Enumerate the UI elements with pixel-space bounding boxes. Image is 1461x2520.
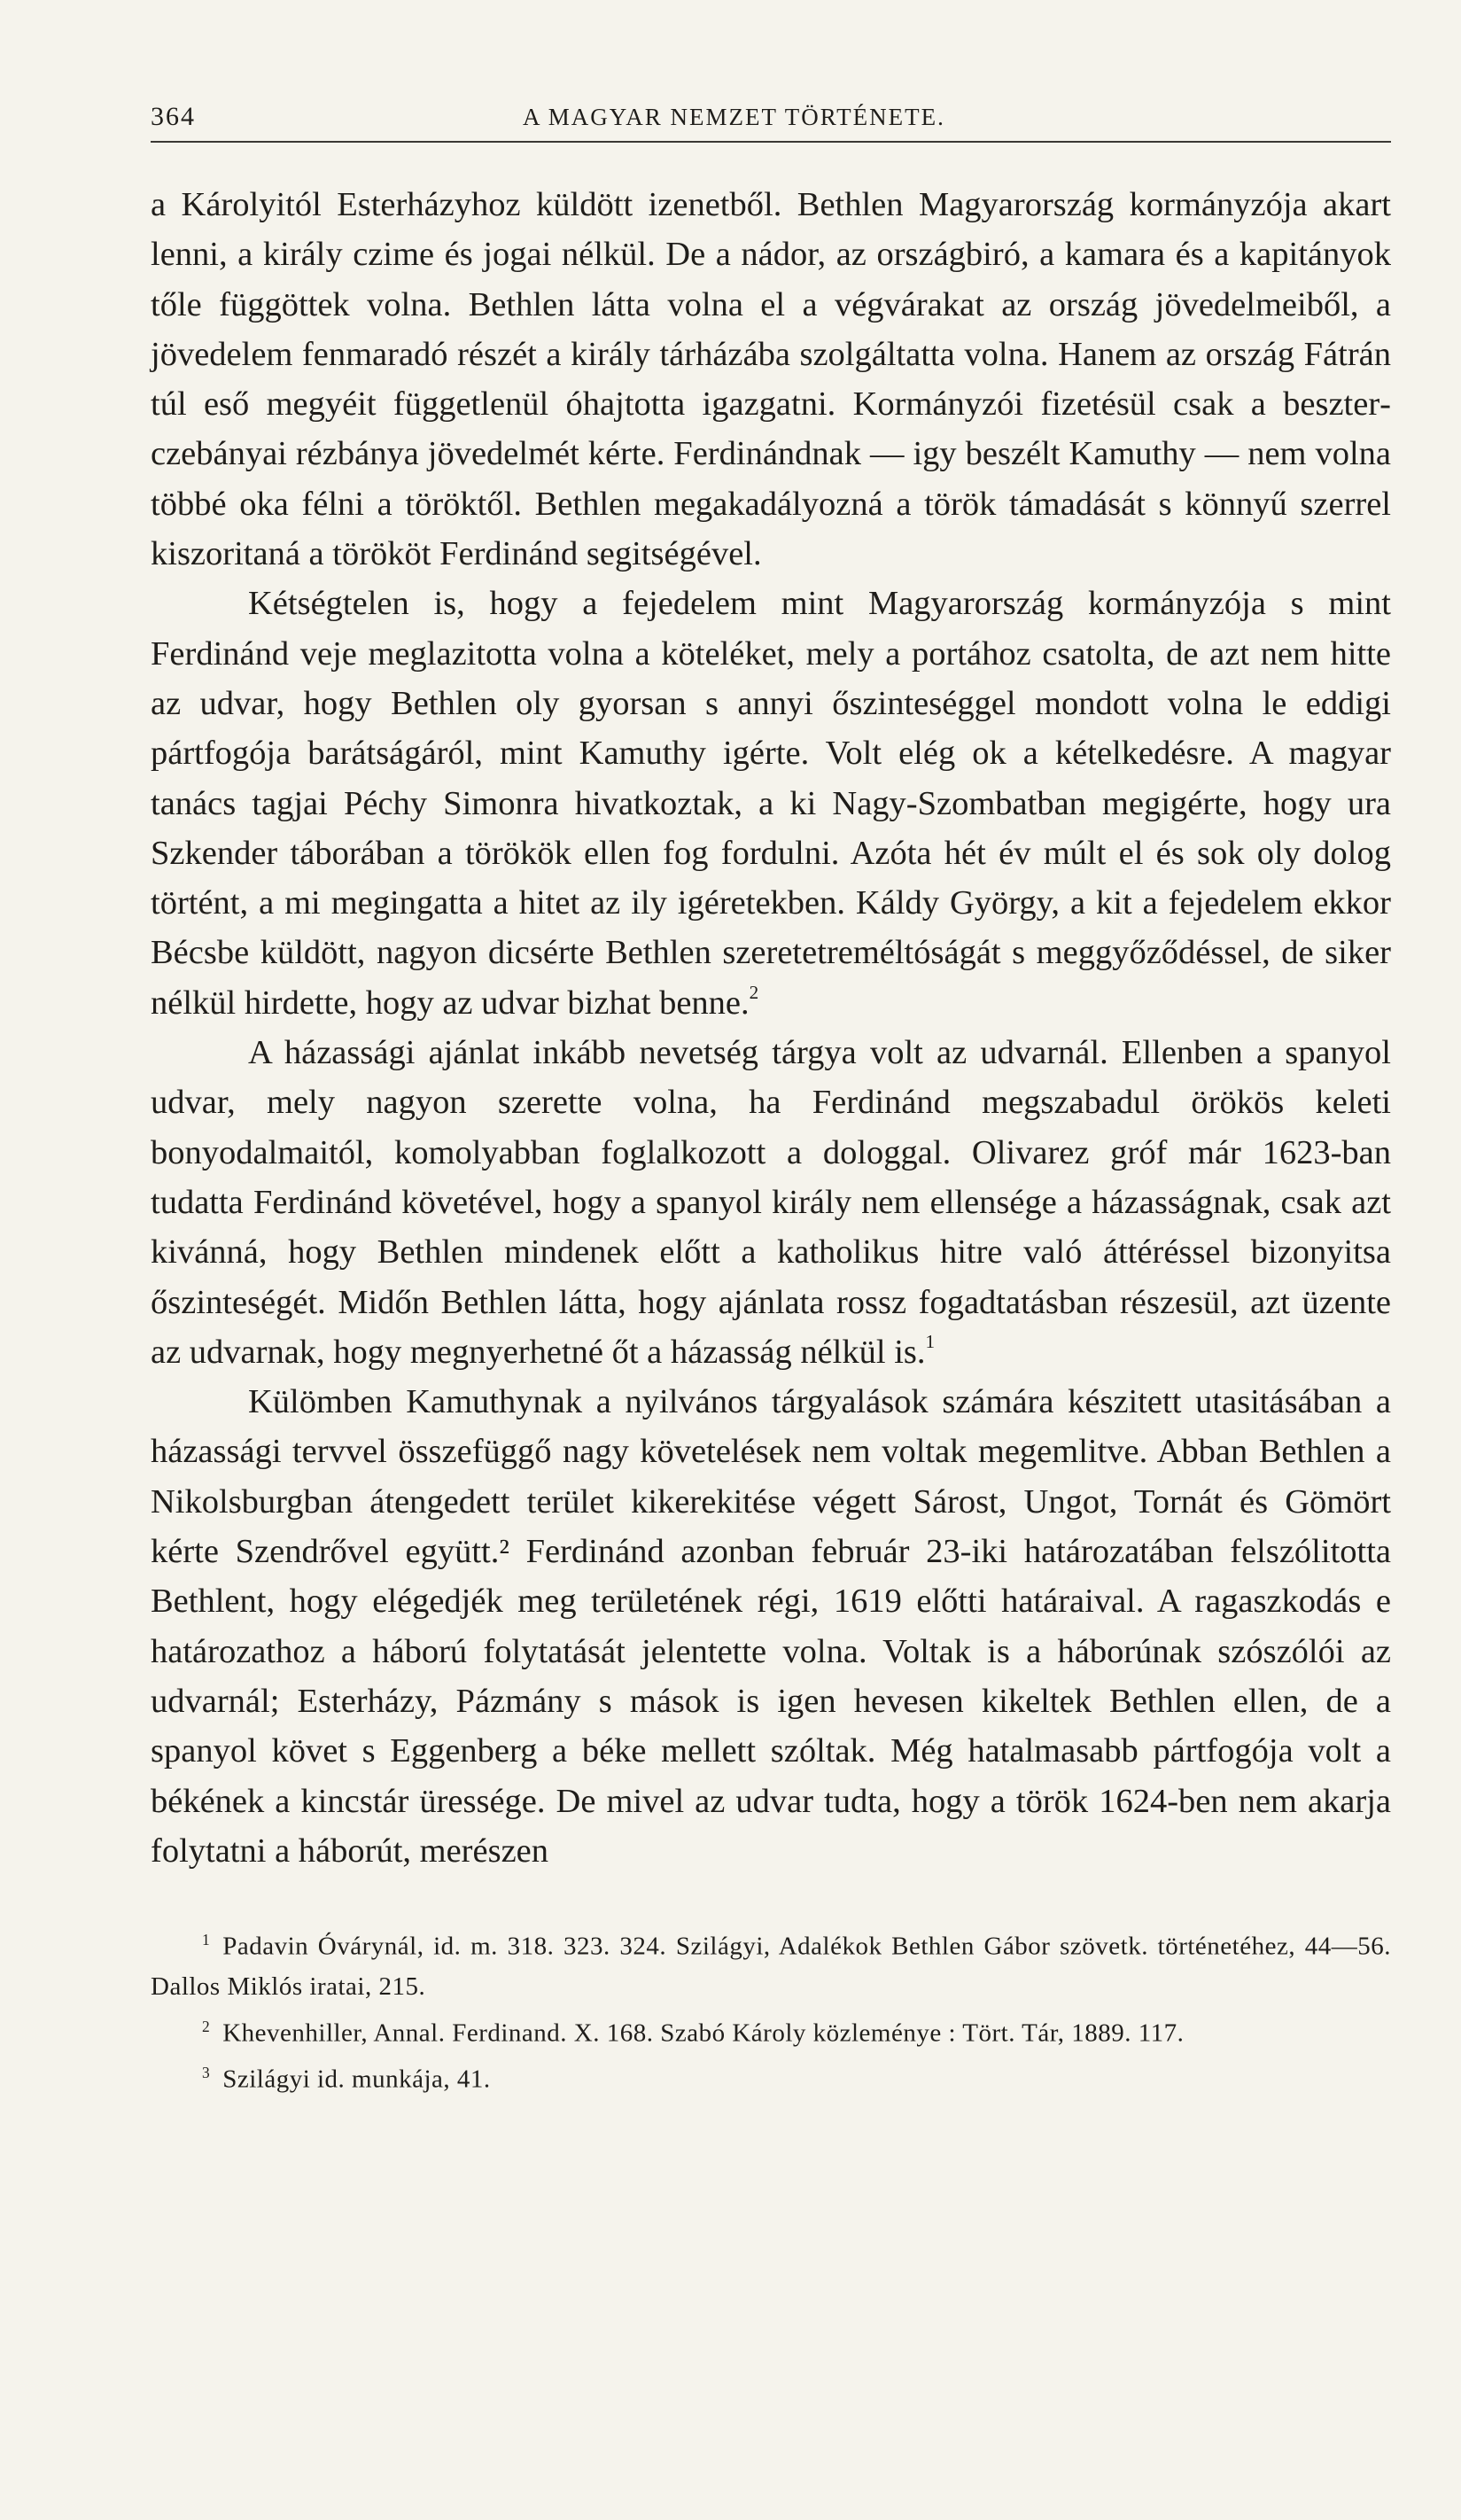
footnote: $^2$ Khevenhiller, Annal. Ferdinand. X. 168. Szabó Károly közleménye : Tört. Tár, 1889. 117. [202,2017,1185,2047]
paragraph: Kétségtelen is, hogy a fejedelem mint Magyarország kormányzója s mint Ferdinánd veje meglazitotta volna a köteléket, mely a portához csatolta, de azt nem hitte az udvar, hogy Bethlen oly gyorsan s annyi őszinteséggel mondott volna le eddigi pártfogója barátságáról, mint Kamuthy igérte. Volt elég ok a kételkedésre. A magyar tanács tagjai Péchy Simonra hivatkoztak, a ki Nagy-Szombatban megigérte, hogy ura Szkender táborában a törökök ellen fog fordulni. Azóta hét év múlt el és sok oly dolog történt, a mi megingatta a hitet az ily igéretekben. Káldy György, a kit a fejedelem ekkor Bécsbe küldött, nagyon dicsérte Bethlen szeretetreméltóságát s meggyőződéssel, de siker nélkül hirdette, hogy az udvar bizhat benne.$^2$ [151,585,1391,1022]
footnote-mark: 3 [202,2063,211,2081]
page-number: 364 [151,102,196,131]
body-text [151,180,1391,1876]
footnote-ref: 1 [925,1330,936,1352]
footnote-ref: 2 [749,981,759,1003]
page-header [151,102,1391,143]
footnotes [151,1920,1391,2099]
paragraph: a Károlyitól Esterházyhoz küldött izenetből. Bethlen Magyarország kormányzója akart lenni, a király czime és jogai nélkül. De a nádor, az országbiró, a kamara és a kapitányok tőle függöttek volna. Bethlen látta volna el a végvárakat az ország jövedelmeiből, a jövedelem fenmaradó részét a király tárházába szolgáltatta volna. Hanem az ország Fátrán túl eső megyéit függetlenül óhajtotta igazgatni. Kormányzói fizetésül csak a beszterczebányai rézbánya jövedelmét kérte. Ferdinándnak — igy beszélt Kamuthy — nem volna többé oka félni a töröktől. Bethlen megakadályozná a török támadását s könnyű szerrel kiszoritaná a törököt Ferdinánd segitségével. [151,186,1391,573]
footnote-mark: 1 [202,1931,211,1949]
paragraph: Külömben Kamuthynak a nyilvános tárgyalások számára készitett utasitásában a házassági tervvel összefüggő nagy követelések nem voltak megemlitve. Abban Bethlen a Nikolsburgban átengedett terület kikerekitése végett Sárost, Ungot, Tornát és Gömört kérte Szendrővel együtt.² Ferdinánd azonban február 23-iki határozatában felszólitotta Bethlent, hogy elégedjék meg területének régi, 1619 előtti határaival. A ragaszkodás e határozathoz a háború folytatását jelentette volna. Voltak is a háborúnak szószólói az udvarnál; Esterházy, Pázmány s mások is igen hevesen kikeltek Bethlen ellen, de a spanyol követ s Eggenberg a béke mellett szóltak. Még hatalmasabb pártfogója volt a békének a kincstár üressége. De mivel az udvar tudta, hogy a török 1624-ben nem akarja folytatni a háborút, merészen [151,1383,1391,1870]
footnote: $^1$ Padavin Óvárynál, id. m. 318. 323. 324. Szilágyi, Adalékok Bethlen Gábor szövetk. történetéhez, 44—56. Dallos Miklós iratai, 215. [151,1931,1391,2001]
footnote-mark: 2 [202,2017,211,2035]
footnote: $^3$ Szilágyi id. munkája, 41. [202,2063,491,2094]
running-title: A MAGYAR NEMZET TÖRTÉNETE. [523,104,945,130]
paragraph: A házassági ajánlat inkább nevetség tárgya volt az udvarnál. Ellenben a spanyol udvar, mely nagyon szerette volna, ha Ferdinánd megszabadul örökös keleti bonyodalmaitól, komolyabban foglalkozott a dologgal. Olivarez gróf már 1623-ban tudatta Ferdinánd követével, hogy a spanyol király nem ellensége a házasságnak, csak azt kivánná, hogy Bethlen mindenek előtt a katholikus hitre való áttéréssel bizonyitsa őszinteségét. Midőn Bethlen látta, hogy ajánlata rossz fogadtatásban részesül, azt üzente az udvarnak, hogy megnyerhetné őt a házasság nélkül is.$^1$ [151,1034,1391,1371]
